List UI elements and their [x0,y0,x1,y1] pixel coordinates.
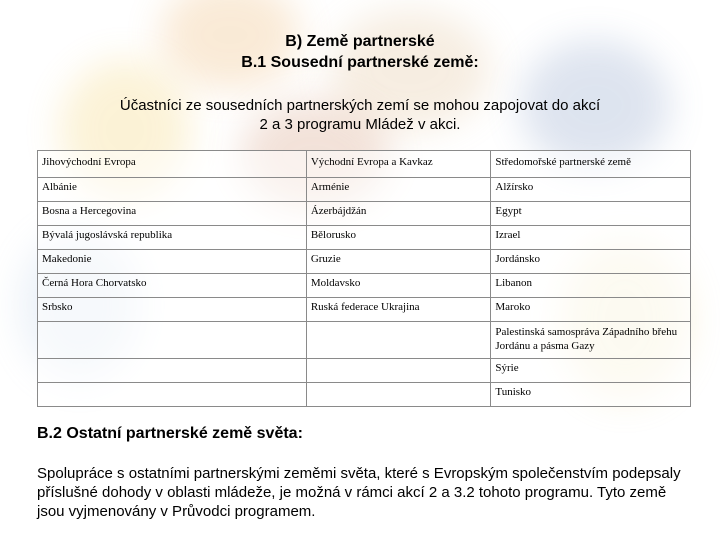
table-cell: Izrael [491,226,691,250]
table-row [38,383,691,407]
intro-line: 2 a 3 programu Mládež v akci. [259,116,461,133]
table-cell: Alžírsko [491,178,691,202]
table-row [38,202,691,226]
table-row [38,226,691,250]
table-cell [306,322,491,359]
table-cell: Sýrie [491,359,691,383]
table-cell: Bělorusko [306,226,491,250]
intro-line: Účastníci ze sousedních partnerských zemí se mohou zapojovat do akcí [119,97,601,114]
table-cell [306,359,491,383]
table-cell: Jordánsko [491,250,691,274]
table-cell: Palestinská samospráva Západního břehu Jordánu a pásma Gazy [491,322,691,359]
table-cell: Makedonie [38,250,307,274]
column-header-southeast-europe: Jihovýchodní Evropa [38,151,307,178]
table-cell: Moldavsko [306,274,491,298]
section-title: B.1 Sousední partnerské země: [241,54,479,71]
table-cell: Arménie [306,178,491,202]
table-row [38,274,691,298]
table-cell: Ázerbájdžán [306,202,491,226]
table-cell [38,383,307,407]
table-cell: Libanon [491,274,691,298]
table-cell: Albánie [38,178,307,202]
table-cell: Srbsko [38,298,307,322]
section-paragraph: Spolupráce s ostatními partnerskými zeměmi světa, které s Evropským společenstvím podepsaly příslušné dohody v oblasti mládeže, je možná v rámci akcí 2 a 3.2 tohoto programu. Tyto země jsou vyjmenovány v Průvodci programem. [37,465,681,520]
table-row [38,250,691,274]
table-cell: Maroko [491,298,691,322]
table-row [38,322,691,359]
column-header-eastern-europe-caucasus: Východní Evropa a Kavkaz [306,151,491,178]
table-cell [38,322,307,359]
table-row [38,359,691,383]
intro-text [70,96,650,134]
table-row [38,178,691,202]
table-cell: Bývalá jugoslávská republika [38,226,307,250]
table-cell [38,359,307,383]
table-cell: Tunisko [491,383,691,407]
partner-countries-table [37,150,691,407]
table-cell: Gruzie [306,250,491,274]
table-cell: Ruská federace Ukrajina [306,298,491,322]
column-header-mediterranean: Středomořské partnerské země [491,151,691,178]
table-header-row [38,151,691,178]
section-heading: B.2 Ostatní partnerské země světa: [37,425,303,442]
table-cell [306,383,491,407]
table-cell: Egypt [491,202,691,226]
table-cell: Bosna a Hercegovina [38,202,307,226]
table-row [38,298,691,322]
table-cell: Černá Hora Chorvatsko [38,274,307,298]
slide-title: B) Země partnerské [285,33,435,50]
